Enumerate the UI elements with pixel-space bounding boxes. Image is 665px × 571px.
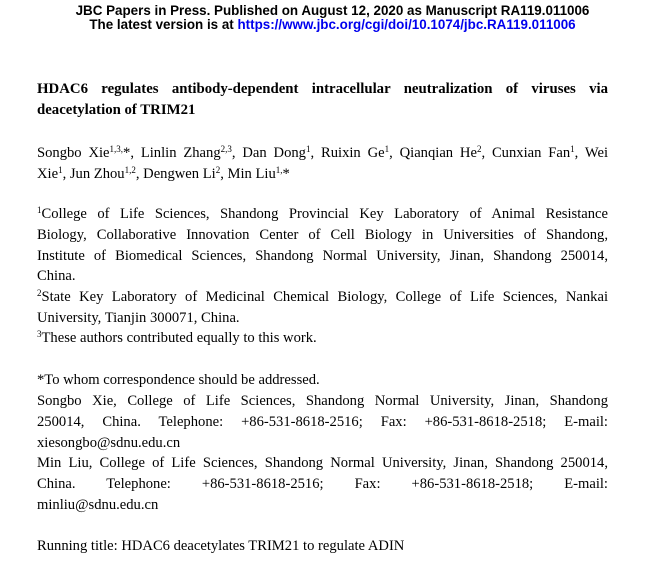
correspondence-line: Songbo Xie, College of Life Sciences, Shandong Normal University, Jinan, Shandong (37, 393, 608, 409)
author-affiliation-mark: 1, (275, 165, 283, 175)
press-banner-prefix: The latest version is at (89, 17, 238, 32)
correspondence-line: Min Liu, College of Life Sciences, Shandong Normal University, Jinan, Shandong 250014, (37, 455, 608, 471)
correspondence-line: China. Telephone: +86-531-8618-2516; Fax: +86-531-8618-2518; E-mail: (37, 475, 608, 492)
press-banner-line1: JBC Papers in Press. Published on August 12, 2020 as Manuscript RA119.011006 (75, 3, 590, 18)
author-affiliation-mark: 1 (570, 144, 575, 154)
doi-link[interactable]: https://www.jbc.org/cgi/doi/10.1074/jbc.RA119.011006 (237, 17, 576, 32)
affiliation-line: Biology, Collaborative Innovation Center of Cell Biology in Universities of Shandong, (37, 226, 608, 243)
corresponding-author-mark: * (282, 166, 290, 182)
author-affiliation-mark: 1 (384, 144, 390, 154)
affiliation-mark: 2 (37, 288, 42, 298)
author-affiliation-mark: 2,3 (220, 144, 232, 154)
paper-title-line-1: HDAC6 regulates antibody-dependent intracellular neutralization of viruses via (37, 81, 608, 97)
correspondence-line: 250014, China. Telephone: +86-531-8618-2516; Fax: +86-531-8618-2518; E-mail: (37, 413, 608, 430)
author-line-1: Songbo Xie$^{1,3,}$*, Linlin Zhang$^{2,3}$, Dan Dong$^1$, Ruixin Ge$^1$, Qianqian He$^2$, Cunxian Fan$^1$, Wei (37, 144, 609, 161)
author-affiliation-mark: 1 (58, 165, 63, 175)
paper-title (37, 79, 608, 121)
author-list (37, 143, 608, 185)
author-affiliation-mark: 1 (305, 144, 311, 154)
author-affiliation-mark: 2 (476, 144, 482, 154)
author-affiliation-mark: 2 (215, 165, 221, 175)
correspondence-heading: *To whom correspondence should be addressed. (37, 372, 320, 388)
affiliation-line: $^1$College of Life Sciences, Shandong Provincial Key Laboratory of Animal Resistance (37, 205, 608, 222)
affiliation-line: $^2$State Key Laboratory of Medicinal Chemical Biology, College of Life Sciences, Nankai (37, 288, 608, 305)
author-name: Songbo Xie (37, 145, 110, 161)
affiliation-line: China. (37, 268, 76, 285)
author-name: Cunxian Fan (491, 145, 571, 161)
author-name: Dengwen Li (143, 166, 216, 182)
affiliation-3 (37, 328, 608, 349)
author-name: Jun Zhou (69, 166, 125, 182)
paper-title-line-2: deacetylation of TRIM21 (37, 102, 196, 118)
corresponding-author-mark: * (123, 145, 131, 161)
author-name: Xie (37, 166, 59, 182)
affiliation-mark: 1 (37, 205, 42, 215)
email-xiesongbo: xiesongbo@sdnu.edu.cn (37, 434, 181, 451)
affiliation-2 (37, 287, 608, 329)
author-affiliation-mark: 1,2 (124, 165, 136, 175)
correspondence-entry-2 (37, 453, 608, 515)
press-banner (0, 4, 665, 32)
author-name: Min Liu (227, 166, 276, 182)
affiliation-line: University, Tianjin 300071, China. (37, 309, 240, 326)
correspondence-entry-1 (37, 391, 608, 453)
running-title: Running title: HDAC6 deacetylates TRIM21 to regulate ADIN (37, 538, 405, 554)
affiliation-line: Institute of Biomedical Sciences, Shandong Normal University, Jinan, Shandong 250014, (37, 247, 608, 264)
press-banner-line2 (0, 18, 665, 32)
affiliation-mark: 3 (37, 329, 42, 339)
affiliation-line: $^3$These authors contributed equally to this work. (37, 329, 317, 346)
email-minliu: minliu@sdnu.edu.cn (37, 496, 159, 513)
author-name: Linlin Zhang (140, 145, 221, 161)
author-name: Wei (584, 145, 609, 161)
author-name: Dan Dong (242, 145, 306, 161)
author-name: Qianqian He (399, 145, 477, 161)
author-line-2: Xie$^1$, Jun Zhou$^{1,2}$, Dengwen Li$^2$, Min Liu$^{1,}$* (37, 165, 290, 182)
author-affiliation-mark: 1,3, (109, 144, 124, 154)
affiliation-1 (37, 204, 608, 287)
author-name: Ruixin Ge (320, 145, 385, 161)
